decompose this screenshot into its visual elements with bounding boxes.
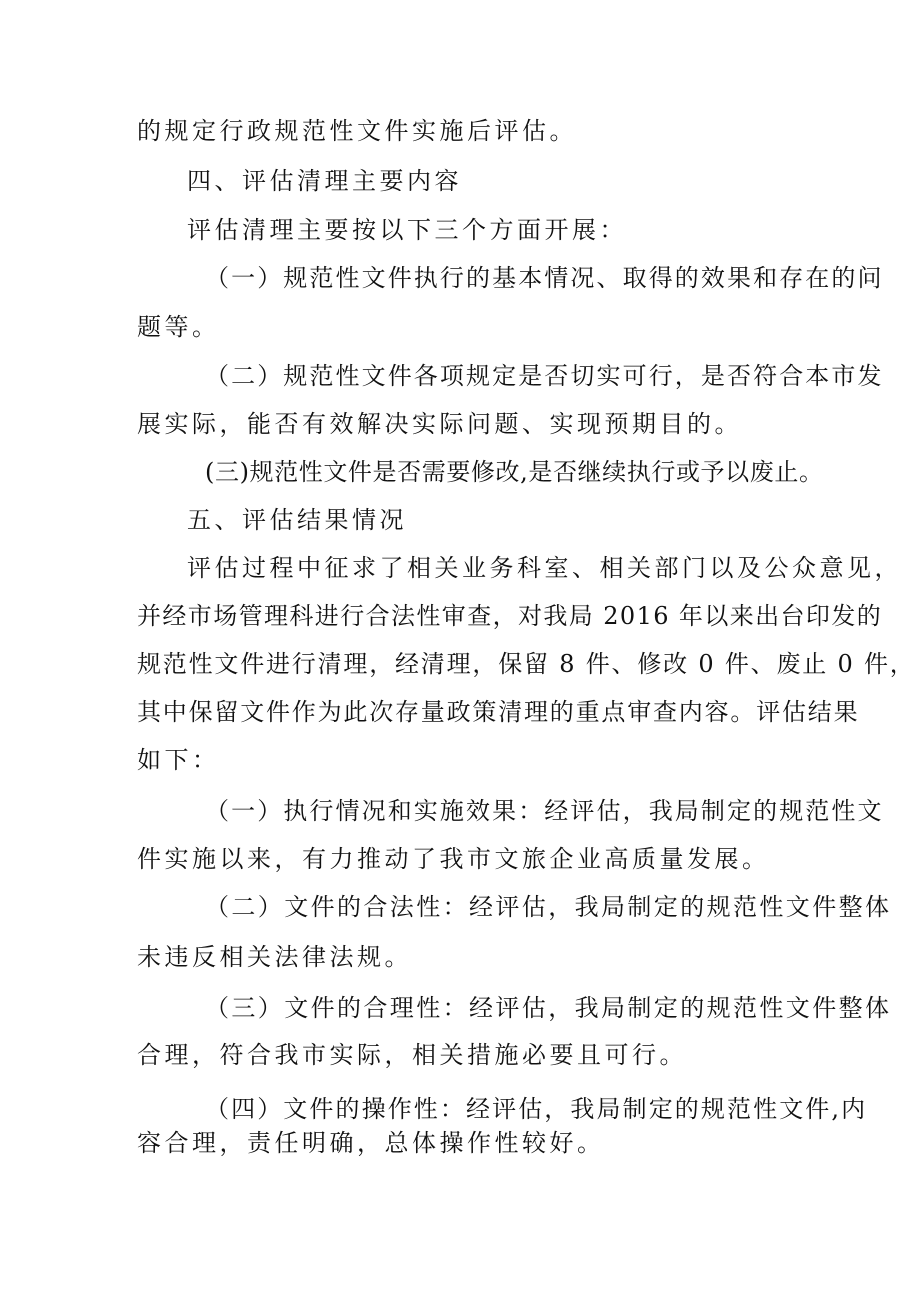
- result3-line2: 合理，符合我市实际，相关措施必要且可行。: [137, 1041, 687, 1069]
- section4-item3-line1: (三)规范性文件是否需要修改,是否继续执行或予以废止。: [205, 458, 824, 486]
- result4-line1: （四）文件的操作性：经评估，我局制定的规范性文件,内: [205, 1095, 868, 1123]
- section5-heading: 五、评估结果情况: [187, 506, 407, 534]
- section4-item2-line1: （二）规范性文件各项规定是否切实可行，是否符合本市发: [205, 362, 884, 390]
- section5-para-line4: 其中保留文件作为此次存量政策清理的重点审查内容。评估结果: [137, 698, 860, 726]
- result4-line2: 容合理，责任明确，总体操作性较好。: [137, 1129, 605, 1157]
- result1-line1: （一）执行情况和实施效果：经评估，我局制定的规范性文: [205, 797, 884, 825]
- result2-line1: （二）文件的合法性：经评估，我局制定的规范性文件整体: [205, 893, 892, 921]
- section5-para-line1: 评估过程中征求了相关业务科室、相关部门以及公众意见，: [187, 554, 902, 582]
- section4-item2-line2: 展实际，能否有效解决实际问题、实现预期目的。: [137, 410, 742, 438]
- intro-tail-line: 的规定行政规范性文件实施后评估。: [137, 117, 577, 145]
- section5-para-line5: 如下：: [137, 746, 220, 774]
- result3-line1: （三）文件的合理性：经评估，我局制定的规范性文件整体: [205, 994, 892, 1022]
- section4-heading: 四、评估清理主要内容: [187, 167, 462, 195]
- result1-line2: 件实施以来，有力推动了我市文旅企业高质量发展。: [137, 845, 770, 873]
- result2-line2: 未违反相关法律法规。: [137, 943, 412, 971]
- section4-intro: 评估清理主要按以下三个方面开展：: [187, 216, 627, 244]
- section4-item1-line1: （一）规范性文件执行的基本情况、取得的效果和存在的问: [205, 264, 884, 292]
- section4-item1-line2: 题等。: [137, 313, 220, 341]
- section5-para-line2: 并经市场管理科进行合法性审查，对我局 2016 年以来出台印发的: [137, 602, 883, 630]
- section5-para-line3: 规范性文件进行清理，经清理，保留 8 件、修改 0 件、废止 0 件，: [137, 650, 916, 678]
